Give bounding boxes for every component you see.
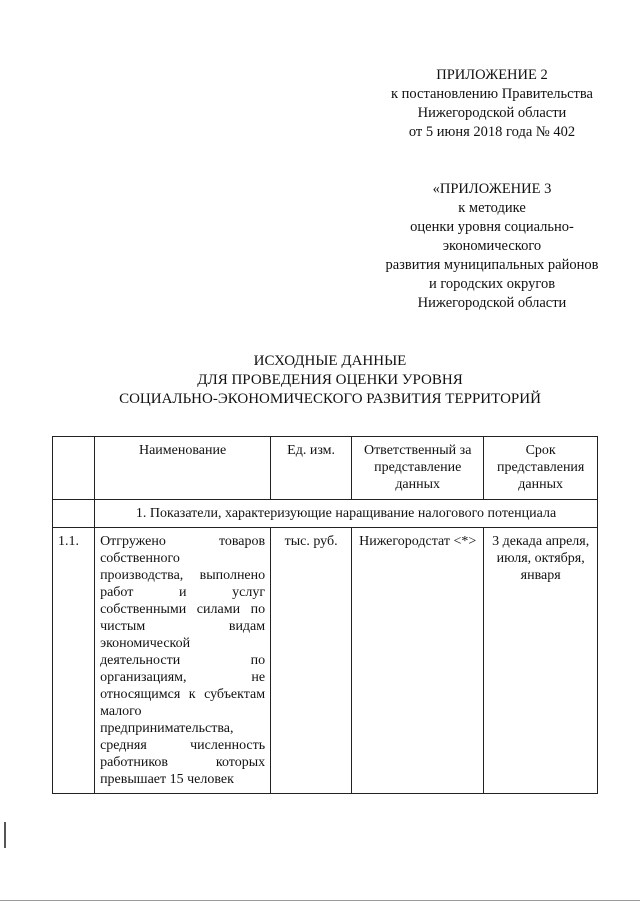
appendix-2-line: Нижегородской области: [417, 105, 567, 121]
heading-line: СОЦИАЛЬНО-ЭКОНОМИЧЕСКОГО РАЗВИТИЯ ТЕРРИТОРИЙ: [119, 391, 541, 407]
document-heading: [60, 352, 600, 409]
appendix-3-title: «ПРИЛОЖЕНИЕ 3: [432, 181, 552, 197]
heading-line: ИСХОДНЫЕ ДАННЫЕ: [253, 353, 407, 369]
row-term: 3 декада апреля, июля, октября, января: [484, 528, 598, 794]
row-responsible: Нижегородстат <*>: [352, 528, 484, 794]
appendix-2-block: [372, 66, 612, 142]
appendix-3-line: развития муниципальных районов: [385, 257, 599, 273]
section-title: 1. Показатели, характеризующие наращивание налогового потенциала: [95, 500, 598, 528]
appendix-2-date: от 5 июня 2018 года № 402: [408, 124, 576, 140]
table-row: [53, 528, 598, 794]
row-name: Отгружено товаров собственного производства, выполнено работ и услуг собственными силами по чистым видам экономической деятельности по организациям, не относящимся к субъектам малого предпринимательства, средняя численность работников которых превышает 15 человек: [95, 528, 271, 794]
margin-mark: [4, 822, 6, 848]
table-section-row: [53, 500, 598, 528]
header-unit: Ед. изм.: [271, 437, 352, 500]
appendix-2-line: к постановлению Правительства: [391, 86, 593, 102]
section-num-cell: [53, 500, 95, 528]
header-term: Срок представления данных: [484, 437, 598, 500]
header-name: Наименование: [95, 437, 271, 500]
appendix-3-block: [372, 180, 612, 313]
appendix-3-line: к методике: [458, 200, 526, 216]
source-data-table: [52, 436, 598, 794]
header-num: [53, 437, 95, 500]
appendix-2-title: ПРИЛОЖЕНИЕ 2: [436, 67, 548, 83]
table-header-row: [53, 437, 598, 500]
row-num: 1.1.: [53, 528, 95, 794]
header-responsible: Ответственный за представление данных: [352, 437, 484, 500]
page-edge-line: [0, 900, 640, 901]
appendix-3-line: экономического: [442, 238, 542, 254]
heading-line: ДЛЯ ПРОВЕДЕНИЯ ОЦЕНКИ УРОВНЯ: [197, 372, 463, 388]
appendix-3-line: Нижегородской области: [417, 295, 567, 311]
appendix-3-line: и городских округов: [428, 276, 556, 292]
row-unit: тыс. руб.: [271, 528, 352, 794]
appendix-3-line: оценки уровня социально-: [410, 219, 574, 235]
